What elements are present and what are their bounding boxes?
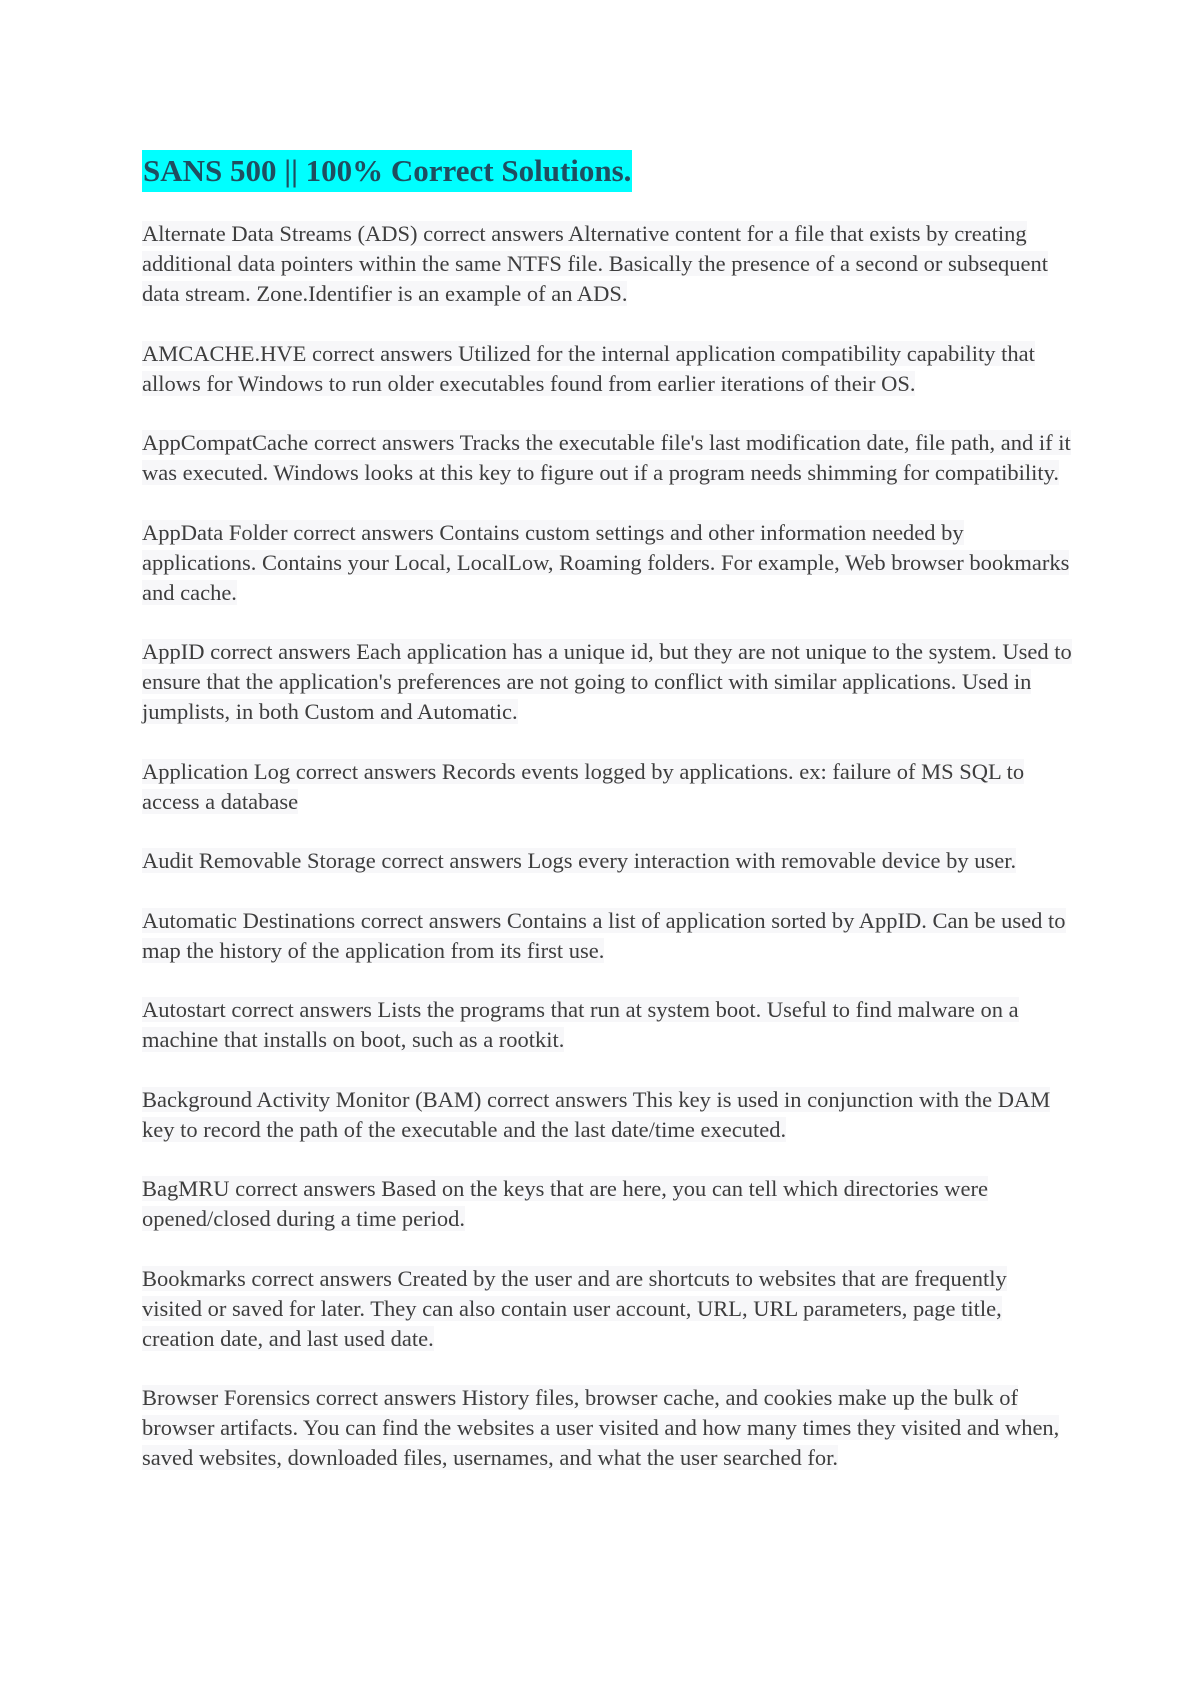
document-title: SANS 500 || 100% Correct Solutions. <box>142 150 632 192</box>
entry-ads <box>142 219 1072 309</box>
entry-browser-forensics <box>142 1383 1072 1473</box>
entry-text: AppID correct answers Each application has a unique id, but they are not unique to the system. Used to ensure that the application's preferences are not going to conflict with similar applications. Used in jumplists, in both Custom and Automatic. <box>142 639 1072 724</box>
entry-application-log <box>142 757 1072 817</box>
entry-text: Bookmarks correct answers Created by the user and are shortcuts to websites that are frequently visited or saved for later. They can also contain user account, URL, URL parameters, page title, creation date, and last used date. <box>142 1265 1007 1351</box>
entry-text: Background Activity Monitor (BAM) correct answers This key is used in conjunction with the DAM key to record the path of the executable and the last date/time executed. <box>142 1086 1051 1142</box>
entry-text: Audit Removable Storage correct answers Logs every interaction with removable device by user. <box>142 848 1017 873</box>
entry-text: AppCompatCache correct answers Tracks the executable file's last modification date, file path, and if it was executed. Windows looks at this key to figure out if a program needs shimming for compatibility. <box>142 430 1071 485</box>
entry-automatic-destinations <box>142 906 1072 966</box>
entry-text: AMCACHE.HVE correct answers Utilized for the internal application compatibility capability that allows for Windows to run older executables found from earlier iterations of their OS. <box>142 340 1035 396</box>
entry-text: AppData Folder correct answers Contains custom settings and other information needed by applications. Contains your Local, LocalLow, Roaming folders. For example, Web browser bookmarks and cache. <box>142 519 1070 605</box>
entry-appid <box>142 637 1072 727</box>
entry-text: Application Log correct answers Records events logged by applications. ex: failure of MS SQL to access a database <box>142 758 1025 814</box>
entry-appcompatcache <box>142 428 1072 488</box>
entry-text: BagMRU correct answers Based on the keys that are here, you can tell which directories were opened/closed during a time period. <box>142 1176 988 1231</box>
entry-bookmarks <box>142 1264 1072 1354</box>
entry-text: Browser Forensics correct answers History files, browser cache, and cookies make up the bulk of browser artifacts. You can find the websites a user visited and how many times they visited and when, saved websites, downloaded files, usernames, and what the user searched for. <box>142 1385 1060 1470</box>
entry-bam <box>142 1085 1072 1145</box>
entry-text: Autostart correct answers Lists the programs that run at system boot. Useful to find malware on a machine that installs on boot, such as a rootkit. <box>142 997 1019 1052</box>
entry-bagmru <box>142 1174 1072 1234</box>
entry-appdata-folder <box>142 518 1072 608</box>
document-page <box>142 150 1072 1503</box>
entry-autostart <box>142 995 1072 1055</box>
entry-text: Alternate Data Streams (ADS) correct answers Alternative content for a file that exists by creating additional data pointers within the same NTFS file. Basically the presence of a second or subsequent data stream. Zone.Identifier is an example of an ADS. <box>142 221 1049 306</box>
entry-text: Automatic Destinations correct answers Contains a list of application sorted by AppID. Can be used to map the history of the application from its first use. <box>142 907 1066 963</box>
entry-audit-removable-storage <box>142 846 1072 876</box>
entry-amcache <box>142 339 1072 399</box>
